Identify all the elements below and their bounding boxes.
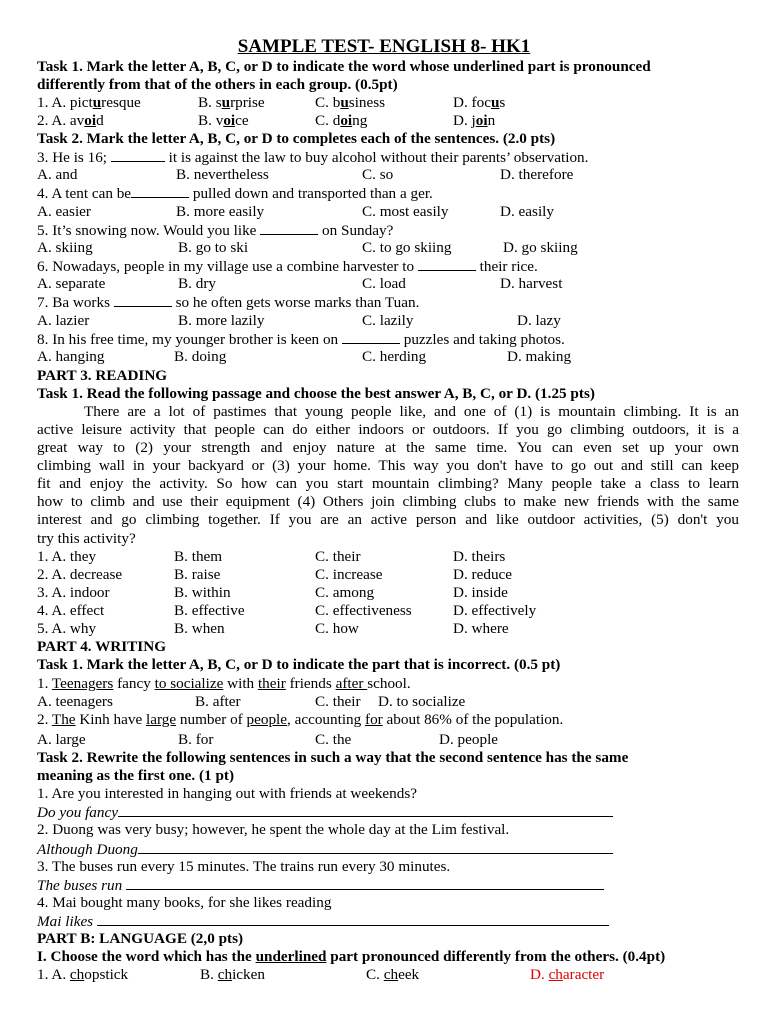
q1-option-b: B. surprise xyxy=(198,94,265,111)
option-d: D. reduce xyxy=(453,566,513,583)
option-c: C. increase xyxy=(315,566,383,583)
question-5: 5. It’s snowing now. Would you like on Sunday? xyxy=(37,222,394,239)
option-d: D. to socialize xyxy=(378,693,466,710)
rewrite-answer-4[interactable]: Mai likes xyxy=(37,912,609,931)
q2-option-d: D. join xyxy=(453,112,496,129)
passage-line-6: how to climb and use their equipment (4) Others join climbing clubs to make new friends with the same xyxy=(37,493,739,510)
option-d: D. easily xyxy=(500,203,554,220)
option-b: B. go to ski xyxy=(178,239,249,256)
partb-heading: PART B: LANGUAGE (2,0 pts) xyxy=(37,930,244,947)
option-a: 4. A. effect xyxy=(37,602,105,619)
option-c: C. so xyxy=(362,166,394,183)
option-b: B. for xyxy=(178,731,214,748)
part4-task1-heading: Task 1. Mark the letter A, B, C, or D to indicate the part that is incorrect. (0.5 pt) xyxy=(37,656,561,673)
option-d: D. theirs xyxy=(453,548,506,565)
option-b: B. after xyxy=(195,693,241,710)
task1-heading-line2: differently from that of the others in each group. (0.5pt) xyxy=(37,76,398,93)
partb-option-c: C. cheek xyxy=(366,966,420,983)
rewrite-question-2: 2. Duong was very busy; however, he spent the whole day at the Lim festival. xyxy=(37,821,510,838)
option-a: A. and xyxy=(37,166,78,183)
option-b: B. more easily xyxy=(176,203,265,220)
q2-option-b: B. voice xyxy=(198,112,249,129)
option-a: 2. A. decrease xyxy=(37,566,123,583)
page-title: SAMPLE TEST- ENGLISH 8- HK1 xyxy=(237,36,531,57)
option-c: C. the xyxy=(315,731,352,748)
option-c: C. herding xyxy=(362,348,427,365)
rewrite-answer-3[interactable]: The buses run xyxy=(37,876,604,895)
option-a: 1. A. they xyxy=(37,548,97,565)
option-a: A. skiing xyxy=(37,239,93,256)
option-d: D. effectively xyxy=(453,602,537,619)
q2-option-c: C. doing xyxy=(315,112,368,129)
option-b: B. more lazily xyxy=(178,312,265,329)
part4-heading: PART 4. WRITING xyxy=(37,638,167,655)
option-d: D. go skiing xyxy=(503,239,578,256)
option-a: A. hanging xyxy=(37,348,105,365)
part4-task2-heading-line1: Task 2. Rewrite the following sentences in such a way that the second sentence has the same xyxy=(37,749,629,766)
passage-line-8: try this activity? xyxy=(37,530,136,547)
option-b: B. nevertheless xyxy=(176,166,269,183)
option-d: D. harvest xyxy=(500,275,563,292)
option-c: C. to go skiing xyxy=(362,239,452,256)
rewrite-answer-2[interactable]: Although Duong xyxy=(37,840,613,859)
passage-line-4: climbing wall in your backyard or (3) your home. This way you don't have to go out and still can keep xyxy=(37,457,739,474)
option-c: C. how xyxy=(315,620,359,637)
option-b: B. them xyxy=(174,548,223,565)
q2-option-a: 2. A. avoid xyxy=(37,112,104,129)
option-c: C. among xyxy=(315,584,375,601)
passage-line-2: active leisure activity that people can do either indoors or outdoors. If you go climbing outdoors, it is a xyxy=(37,421,739,438)
option-d: D. inside xyxy=(453,584,508,601)
partb-instruction: I. Choose the word which has the underlined part pronounced differently from the others. (0.4pt) xyxy=(37,948,666,965)
option-d: D. making xyxy=(507,348,572,365)
task2-heading: Task 2. Mark the letter A, B, C, or D to completes each of the sentences. (2.0 pts) xyxy=(37,130,556,147)
option-a: A. separate xyxy=(37,275,106,292)
passage-line-5: fit and enjoy the activity. So how can you start mountain climbing? Many people take a class to learn xyxy=(37,475,739,492)
option-c: C. effectiveness xyxy=(315,602,412,619)
q1-option-a: 1. A. picturesque xyxy=(37,94,141,111)
part4-task2-heading-line2: meaning as the first one. (1 pt) xyxy=(37,767,234,784)
question-4: 4. A tent can be pulled down and transported than a ger. xyxy=(37,185,433,202)
question-3: 3. He is 16; it is against the law to buy alcohol without their parents’ observation. xyxy=(37,149,589,166)
option-d: D. where xyxy=(453,620,509,637)
error-question-2: 2. The Kinh have large number of people, accounting for about 86% of the population. xyxy=(37,711,564,728)
rewrite-question-4: 4. Mai bought many books, for she likes reading xyxy=(37,894,332,911)
question-8: 8. In his free time, my younger brother is keen on puzzles and taking photos. xyxy=(37,331,565,348)
task1-heading-line1: Task 1. Mark the letter A, B, C, or D to indicate the word whose underlined part is pronounced xyxy=(37,58,651,75)
rewrite-answer-1[interactable]: Do you fancy xyxy=(37,803,613,822)
option-a: A. easier xyxy=(37,203,91,220)
option-b: B. within xyxy=(174,584,231,601)
option-a: A. teenagers xyxy=(37,693,113,710)
option-a: 5. A. why xyxy=(37,620,97,637)
question-6: 6. Nowadays, people in my village use a combine harvester to their rice. xyxy=(37,258,538,275)
option-b: B. raise xyxy=(174,566,221,583)
passage-line-1: There are a lot of pastimes that young people like, and one of (1) is mountain climbing. It is an xyxy=(84,403,739,420)
rewrite-question-3: 3. The buses run every 15 minutes. The trains run every 30 minutes. xyxy=(37,858,451,875)
option-c: C. lazily xyxy=(362,312,414,329)
option-b: B. dry xyxy=(178,275,216,292)
rewrite-question-1: 1. Are you interested in hanging out with friends at weekends? xyxy=(37,785,418,802)
option-a: 3. A. indoor xyxy=(37,584,110,601)
option-c: C. most easily xyxy=(362,203,449,220)
partb-option-b: B. chicken xyxy=(200,966,265,983)
option-a: A. lazier xyxy=(37,312,90,329)
option-c: C. their xyxy=(315,548,361,565)
part3-task-heading: Task 1. Read the following passage and choose the best answer A, B, C, or D. (1.25 pts) xyxy=(37,385,595,402)
option-b: B. effective xyxy=(174,602,245,619)
partb-option-d-highlighted: D. character xyxy=(530,966,605,983)
error-question-1: 1. Teenagers fancy to socialize with their friends after school. xyxy=(37,675,411,692)
q1-option-c: C. business xyxy=(315,94,386,111)
option-b: B. when xyxy=(174,620,225,637)
option-d: D. therefore xyxy=(500,166,574,183)
q1-option-d: D. focus xyxy=(453,94,506,111)
option-c: C. load xyxy=(362,275,406,292)
option-d: D. people xyxy=(439,731,499,748)
part3-heading: PART 3. READING xyxy=(37,367,168,384)
option-d: D. lazy xyxy=(517,312,561,329)
question-7: 7. Ba works so he often gets worse marks than Tuan. xyxy=(37,294,420,311)
passage-line-7: interest and go climbing together. If you are an active person and like outdoor activities, (5) don't you xyxy=(37,511,739,528)
option-b: B. doing xyxy=(174,348,227,365)
passage-line-3: great way to (2) your strength and enjoy nature at the same time. You can even set up your own xyxy=(37,439,739,456)
option-a: A. large xyxy=(37,731,86,748)
option-c: C. their xyxy=(315,693,361,710)
partb-option-a: 1. A. chopstick xyxy=(37,966,129,983)
